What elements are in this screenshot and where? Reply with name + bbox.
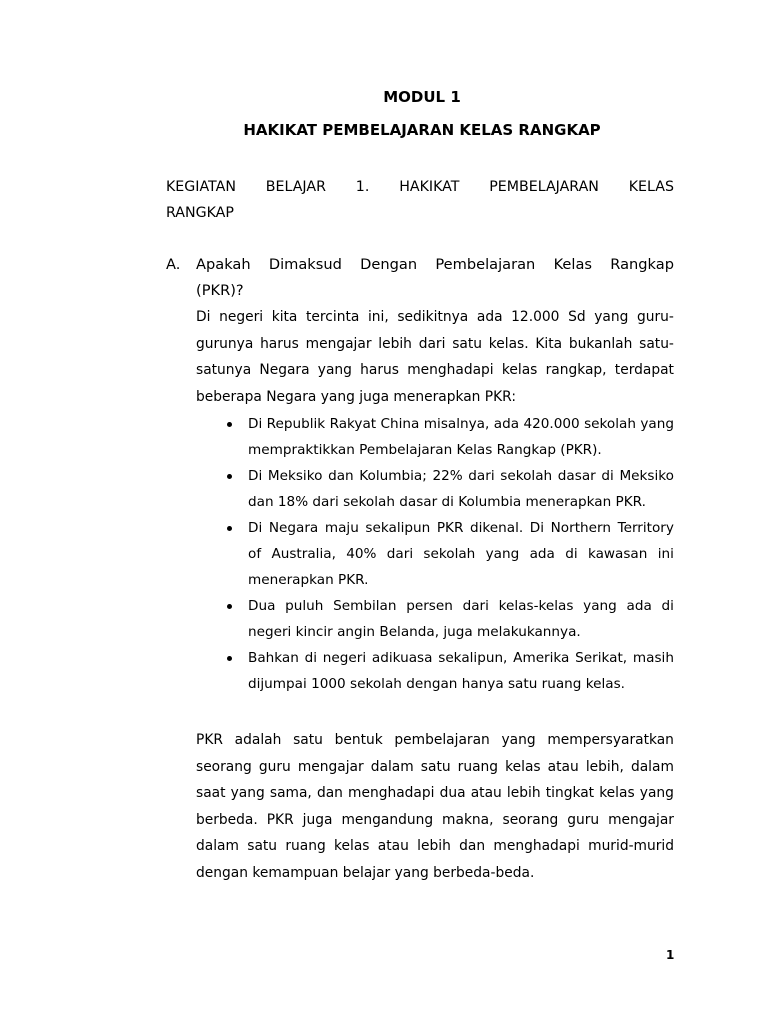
word: mengajar — [297, 758, 364, 775]
word: dalam — [630, 758, 674, 775]
word: adikuasa — [371, 650, 433, 666]
word: dalam — [370, 758, 414, 775]
kegiatan-line-2: RANGKAP — [166, 205, 234, 221]
word: sekolah — [423, 546, 476, 562]
word: of — [248, 546, 262, 562]
bullet-dot-icon — [227, 526, 232, 531]
word: Australia, — [271, 546, 336, 562]
word: dan — [328, 468, 354, 484]
word: dasar — [557, 468, 596, 484]
word: lebih — [417, 838, 451, 854]
word: dari — [386, 546, 414, 562]
list-item — [220, 645, 674, 697]
paragraph-line — [196, 860, 674, 887]
word: PKR — [436, 520, 464, 536]
module-title: MODUL 1 — [383, 88, 461, 106]
word: Amerika — [513, 650, 570, 666]
word: makna, — [442, 811, 494, 828]
word: kelas-kelas — [498, 598, 574, 614]
paragraph-line — [196, 384, 674, 411]
kegiatan-line-1 — [166, 174, 674, 200]
word: 420.000 — [523, 416, 580, 432]
word: sekolah — [500, 468, 553, 484]
list-item-line — [248, 515, 674, 541]
word: dari — [462, 598, 489, 614]
bullet-dot-icon — [227, 604, 232, 609]
page-number: 1 — [666, 948, 675, 962]
word: murid-murid — [588, 838, 674, 854]
list-item — [220, 411, 674, 463]
heading-word: PEMBELAJARAN — [489, 179, 599, 195]
word: Sembilan — [333, 598, 397, 614]
heading-word: Dimaksud — [268, 256, 342, 273]
word: lebih, — [585, 758, 624, 775]
word: kelas — [501, 362, 538, 378]
list-item-line — [248, 645, 674, 671]
word: satu — [452, 335, 482, 352]
word: Di — [196, 309, 211, 325]
list-item-line — [248, 411, 674, 437]
word: mengajar — [608, 811, 674, 828]
word: sama, — [269, 785, 312, 801]
word: dikenal. — [470, 520, 524, 536]
paragraph-line — [196, 754, 674, 781]
word: juga — [302, 811, 333, 828]
heading-word: BELAJAR — [265, 179, 326, 195]
word: beberapa Negara yang juga menerapkan PKR: — [196, 388, 516, 405]
word: saat — [196, 785, 226, 801]
word: pembelajaran — [394, 732, 490, 748]
word: dalam — [196, 838, 239, 854]
word: Republik — [266, 416, 326, 432]
paragraph-line — [196, 833, 674, 860]
word: Negara — [259, 362, 310, 378]
word: ada — [626, 598, 652, 614]
word: sekolah — [584, 416, 636, 432]
word: Negara — [268, 520, 319, 536]
word: atau — [547, 758, 579, 775]
word: mempraktikkan Pembelajaran Kelas Rangkap (PKR). — [248, 442, 602, 458]
word: sedikitnya — [397, 309, 469, 325]
word: Kita — [535, 335, 563, 352]
word: kelas — [334, 838, 370, 854]
word: negeri kincir angin Belanda, juga melakukannya. — [248, 624, 581, 640]
word: bentuk — [334, 732, 383, 748]
word: kawasan — [587, 546, 648, 562]
word: satunya — [196, 362, 252, 378]
word: sekalipun, — [438, 650, 508, 666]
paragraph-line — [196, 807, 674, 834]
heading-word: Dengan — [360, 256, 418, 273]
word: ada — [476, 309, 503, 325]
word: guru — [258, 758, 291, 775]
word: dari — [418, 335, 446, 352]
section-letter: A. — [166, 256, 181, 273]
list-item-line — [248, 541, 674, 567]
word: gurunya — [196, 335, 254, 352]
word: yang — [594, 309, 629, 325]
word: negeri — [322, 650, 367, 666]
word: Sd — [568, 309, 586, 325]
section-heading-line-2: (PKR)? — [196, 282, 244, 299]
word: terdapat — [614, 362, 674, 378]
word: PKR — [266, 811, 294, 828]
list-item-line — [248, 437, 674, 463]
word: tingkat — [545, 785, 595, 801]
word: satu — [247, 838, 278, 854]
heading-word: Pembelajaran — [435, 256, 536, 273]
word: ada — [529, 546, 555, 562]
word: dan — [316, 785, 343, 801]
heading-word: Kelas — [553, 256, 592, 273]
word: Di — [248, 468, 263, 484]
word: maju — [324, 520, 359, 536]
word: kita — [271, 309, 298, 325]
word: 22% — [432, 468, 463, 484]
word: harus — [260, 335, 299, 352]
word: mengandung — [341, 811, 434, 828]
word: guru — [567, 811, 600, 828]
pkr-definition-paragraph — [196, 727, 674, 886]
kegiatan-belajar-heading — [166, 174, 674, 226]
list-item-line — [248, 463, 674, 489]
word: Meksiko — [267, 468, 323, 484]
word: harus — [360, 362, 399, 378]
section-a-heading — [166, 252, 674, 304]
word: China — [380, 416, 420, 432]
word: di — [601, 468, 614, 484]
word: ruang — [457, 758, 499, 775]
paragraph-line — [196, 304, 674, 331]
word: adalah — [234, 732, 282, 748]
word: seorang — [502, 811, 559, 828]
word: Bahkan — [248, 650, 299, 666]
word: rangkap, — [545, 362, 607, 378]
word: dari — [468, 468, 495, 484]
intro-paragraph — [196, 304, 674, 410]
word: satu — [293, 732, 323, 748]
word: sekalipun — [365, 520, 431, 536]
word: di — [661, 598, 674, 614]
word: PKR — [196, 732, 223, 748]
paragraph-line — [196, 357, 674, 384]
list-item-line — [248, 489, 674, 515]
word: kelas — [505, 758, 541, 775]
word: puluh — [285, 598, 324, 614]
bullet-dot-icon — [227, 656, 232, 661]
word: ini — [657, 546, 674, 562]
word: seorang — [196, 758, 252, 775]
word: lebih — [378, 335, 412, 352]
word: atau — [377, 838, 409, 854]
word: menghadapi — [493, 838, 580, 854]
word: yang — [639, 785, 674, 801]
word: satu- — [639, 335, 674, 352]
word: Kolumbia; — [359, 468, 427, 484]
word: di — [304, 650, 318, 666]
paragraph-line — [196, 727, 674, 754]
word: Territory — [617, 520, 674, 536]
word: persen — [406, 598, 453, 614]
word: negeri — [219, 309, 264, 325]
list-item — [220, 515, 674, 593]
word: menghadapi — [407, 362, 494, 378]
word: menerapkan PKR. — [248, 572, 369, 588]
heading-word: HAKIKAT — [399, 179, 460, 195]
list-item-line — [248, 593, 674, 619]
word: dan 18% dari sekolah dasar di Kolumbia menerapkan PKR. — [248, 494, 646, 510]
word: yang — [501, 732, 536, 748]
word: kelas. — [488, 335, 529, 352]
word: dan — [459, 838, 486, 854]
paragraph-line — [196, 780, 674, 807]
section-heading-line-1 — [196, 252, 674, 278]
word: masih — [632, 650, 674, 666]
word: ini, — [367, 309, 389, 325]
word: satu — [420, 758, 451, 775]
word: 12.000 — [511, 309, 560, 325]
list-item-line — [248, 619, 674, 645]
bullet-list — [220, 411, 674, 697]
word: atau — [470, 785, 502, 801]
word: lebih — [506, 785, 541, 801]
word: 40% — [346, 546, 377, 562]
word: bukanlah — [568, 335, 633, 352]
module-subtitle: HAKIKAT PEMBELAJARAN KELAS RANGKAP — [243, 121, 601, 139]
word: Di — [248, 416, 263, 432]
word: yang — [317, 362, 352, 378]
word: dijumpai 1000 sekolah dengan hanya satu ruang kelas. — [248, 676, 626, 692]
heading-word: 1. — [355, 179, 370, 195]
word: yang — [640, 416, 674, 432]
list-item — [220, 593, 674, 645]
heading-word: Apakah — [196, 256, 251, 273]
bullet-dot-icon — [227, 474, 232, 479]
word: Di — [248, 520, 263, 536]
word: di — [565, 546, 578, 562]
word: yang — [230, 785, 265, 801]
word: dengan kemampuan belajar yang berbeda-beda. — [196, 864, 535, 881]
heading-word: KELAS — [628, 179, 674, 195]
list-item — [220, 463, 674, 515]
heading-word: Rangkap — [610, 256, 674, 273]
word: Northern — [550, 520, 611, 536]
bullet-dot-icon — [227, 422, 232, 427]
word: Rakyat — [329, 416, 377, 432]
word: ruang — [285, 838, 326, 854]
heading-word: KEGIATAN — [166, 179, 236, 195]
word: kelas — [599, 785, 635, 801]
paragraph-line — [196, 331, 674, 358]
word: Meksiko — [619, 468, 674, 484]
word: mengajar — [305, 335, 372, 352]
word: Serikat, — [575, 650, 628, 666]
word: menghadapi — [348, 785, 435, 801]
word: guru- — [636, 309, 674, 325]
word: Dua — [248, 598, 276, 614]
list-item-line — [248, 671, 674, 697]
word: Di — [529, 520, 545, 536]
word: ada — [493, 416, 520, 432]
list-item-line — [248, 567, 674, 593]
word: yang — [485, 546, 520, 562]
word: yang — [583, 598, 617, 614]
word: misalnya, — [423, 416, 490, 432]
word: berbeda. — [196, 811, 258, 828]
word: mempersyaratkan — [547, 732, 674, 748]
word: tercinta — [306, 309, 360, 325]
word: dua — [439, 785, 466, 801]
